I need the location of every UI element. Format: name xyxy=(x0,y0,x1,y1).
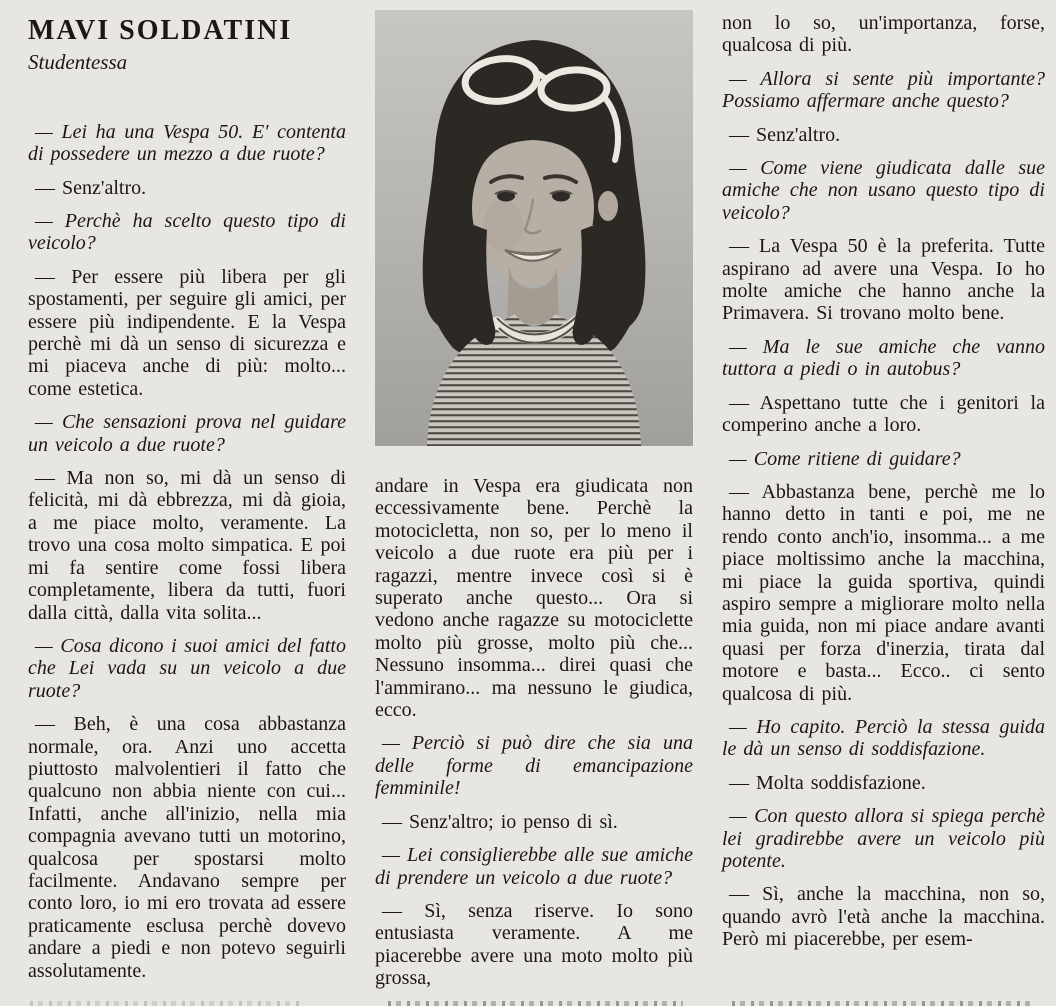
article-header xyxy=(28,16,346,75)
interview-question: — Come viene giudicata dalle sue amiche che non usano questo tipo di veicolo? xyxy=(722,157,1045,224)
interview-question: — Lei ha una Vespa 50. E' contenta di possedere un mezzo a due ruote? xyxy=(28,120,346,166)
interview-question: — Perchè ha scelto questo tipo di veicolo? xyxy=(28,210,346,255)
clipped-text-remnant xyxy=(732,1001,1032,1006)
interview-question: — Ma le sue amiche che vanno tuttora a piedi o in autobus? xyxy=(722,335,1045,381)
interview-answer: — Abbastanza bene, perchè me lo hanno detto in tanti e poi, me ne rendo conto anch'io, insomma... a me piace moltissimo anche la macchina, mi piace la guida sportiva, quindi aspiro sempre a migliorare molto nella mia guida, non mi piace andare avanti quasi per forza d'inerzia, tirata dal motore e basta... Ecco.. ci sento qualcosa di più. xyxy=(722,480,1045,705)
interview-answer: andare in Vespa era giudicata non eccessivamente bene. Perchè la motocicletta, non so, per lo meno il veicolo a due ruote era più per i ragazzi, mentre invece così si è superato anche questo... Ora si vedono anche ragazze su motociclette molto più grosse, molto più che... Nessuno insomma... direi quasi che l'ammirano... ma nessuno le giudica, ecco. xyxy=(375,475,693,722)
interview-answer: — Aspettano tutte che i genitori la comperino anche a loro. xyxy=(722,391,1045,437)
interview-question: — Ho capito. Perciò la stessa guida le dà un senso di soddisfazione. xyxy=(722,715,1045,761)
interview-question: — Allora si sente più importante? Possiamo affermare anche questo? xyxy=(722,67,1045,113)
left-column-text xyxy=(28,121,346,982)
right-column xyxy=(722,8,1045,1006)
right-column-text xyxy=(722,12,1045,951)
interview-question: — Che sensazioni prova nel guidare un veicolo a due ruote? xyxy=(28,411,346,456)
interview-answer: — Senz'altro. xyxy=(35,176,147,199)
interview-answer: — Molta soddisfazione. xyxy=(729,771,926,794)
middle-column-text xyxy=(375,475,693,990)
interview-answer: — La Vespa 50 è la preferita. Tutte aspirano ad avere una Vespa. Io ho molte amiche che hanno anche la Primavera. Si trovano molto bene. xyxy=(722,235,1045,325)
clipped-text-remnant xyxy=(30,1001,300,1006)
clipped-text-remnant xyxy=(388,1001,683,1006)
interview-answer: — Sì, senza riserve. Io sono entusiasta veramente. A me piacerebbe avere una moto molto più grossa, xyxy=(375,899,693,990)
interview-answer: — Senz'altro. xyxy=(729,123,841,146)
interview-question: — Con questo allora si spiega perchè lei gradirebbe avere un veicolo più potente. xyxy=(722,805,1045,872)
interview-answer: — Ma non so, mi dà un senso di felicità, mi dà ebbrezza, mi dà gioia, a me piace molto, veramente. La trovo una cosa molto simpatica. E poi mi fa sentire come fossi libera completamente, libera da tutti, fuori dalla città, dalla vita solita... xyxy=(28,467,346,624)
interviewee-role: Studentessa xyxy=(28,49,128,74)
interview-question: — Cosa dicono i suoi amici del fatto che Lei vada su un veicolo a due ruote? xyxy=(28,634,346,702)
interview-answer: — Senz'altro; io penso di sì. xyxy=(382,810,618,833)
interview-answer: non lo so, un'importanza, forse, qualcosa di più. xyxy=(722,12,1045,57)
interview-question: — Perciò si può dire che sia una delle forme di emancipazione femminile! xyxy=(375,732,693,800)
middle-column xyxy=(375,8,693,1006)
interviewee-name: MAVI SOLDATINI xyxy=(28,15,293,46)
interview-answer: — Beh, è una cosa abbastanza normale, ora. Anzi uno accetta piuttosto malvolentieri il fatto che qualcuno non abbia niente con cui... Infatti, anche all'inizio, nella mia compagnia avevano tutti un motorino, qualcosa per spostarsi molto facilmente. Andavano sempre per conto loro, io mi ero trovata ad essere praticamente esclusa perchè dovevo andare a piedi e non potevo seguirli assolutamente. xyxy=(28,713,346,982)
portrait-photo xyxy=(375,10,693,446)
interview-question: — Come ritiene di guidare? xyxy=(729,447,961,470)
interview-answer: — Sì, anche la macchina, non so, quando avrò l'età anche la macchina. Però mi piacerebbe, per esem- xyxy=(722,883,1045,951)
portrait-illustration xyxy=(375,10,693,446)
left-column xyxy=(28,8,346,1006)
interview-question: — Lei consiglierebbe alle sue amiche di prendere un veicolo a due ruote? xyxy=(375,844,693,889)
interview-answer: — Per essere più libera per gli spostamenti, per seguire gli amici, per essere più indipendente. E la Vespa perchè mi dà un senso di sicurezza e mi piaceva anche di più: molto... come estetica. xyxy=(28,265,346,400)
